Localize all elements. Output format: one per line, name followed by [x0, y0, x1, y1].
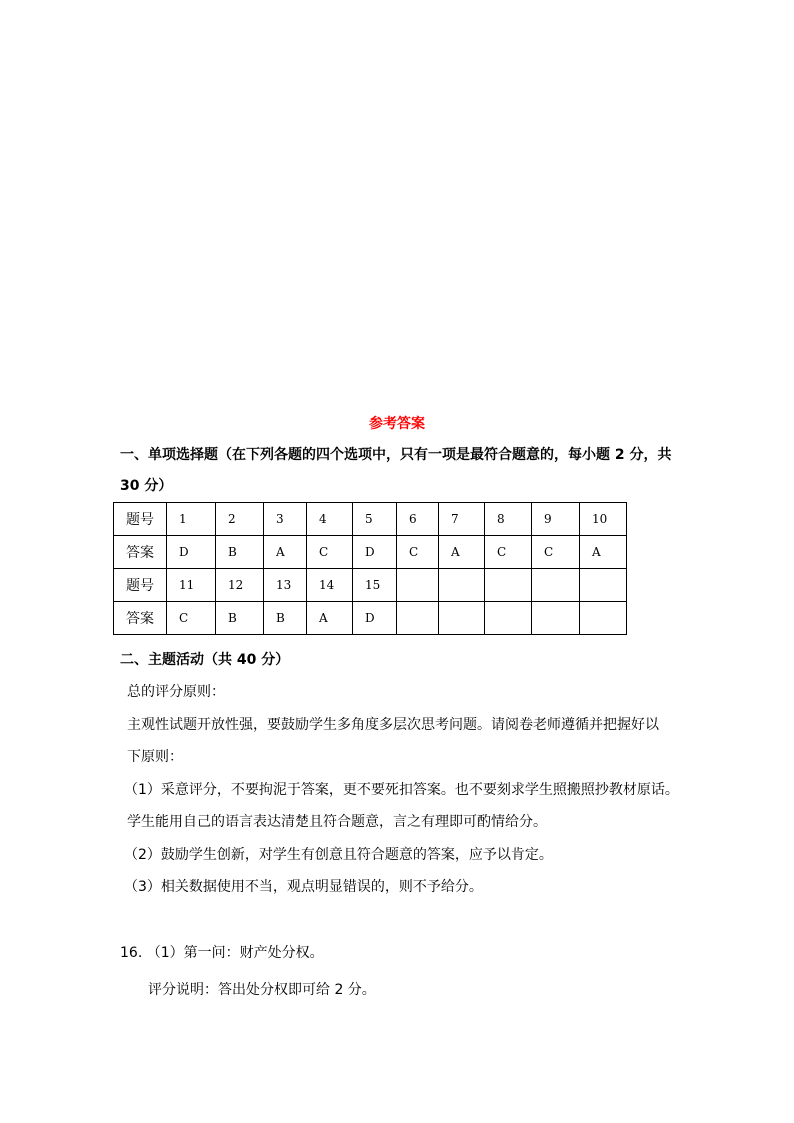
table-cell: D — [353, 536, 397, 569]
table-cell: 13 — [264, 569, 307, 602]
table-cell: 7 — [439, 503, 485, 536]
table-cell: C — [532, 536, 580, 569]
table-cell: B — [216, 602, 264, 635]
answer-table — [113, 502, 627, 635]
row-label: 题号 — [114, 503, 167, 536]
answer-key-title: 参考答案 — [369, 416, 425, 432]
table-cell — [439, 602, 485, 635]
table-cell: C — [307, 536, 353, 569]
table-cell: 14 — [307, 569, 353, 602]
section2-heading: 二、主题活动（共 40 分） — [120, 652, 290, 668]
table-cell: A — [264, 536, 307, 569]
table-row — [114, 602, 627, 635]
table-row — [114, 569, 627, 602]
principle-line: 学生能用自己的语言表达清楚且符合题意，言之有理即可酌情给分。 — [127, 814, 547, 830]
table-cell: C — [167, 602, 216, 635]
table-row — [114, 536, 627, 569]
table-cell — [532, 602, 580, 635]
table-cell: 11 — [167, 569, 216, 602]
table-cell — [397, 569, 439, 602]
table-cell — [485, 602, 532, 635]
q16-scoring-note: 评分说明：答出处分权即可给 2 分。 — [148, 982, 376, 998]
table-cell: 10 — [580, 503, 627, 536]
table-cell: B — [264, 602, 307, 635]
q16-answer: 16. （1）第一问：财产处分权。 — [120, 945, 324, 961]
table-cell: D — [167, 536, 216, 569]
table-cell: 15 — [353, 569, 397, 602]
table-cell: 2 — [216, 503, 264, 536]
principle-line: （2）鼓励学生创新，对学生有创意且符合题意的答案，应予以肯定。 — [124, 847, 553, 863]
principle-line: （1）采意评分，不要拘泥于答案，更不要死扣答案。也不要刻求学生照搬照抄教材原话。 — [124, 782, 679, 798]
table-row — [114, 503, 627, 536]
principle-line: 总的评分原则： — [127, 684, 225, 700]
table-cell — [580, 602, 627, 635]
table-cell: 12 — [216, 569, 264, 602]
row-label: 答案 — [114, 536, 167, 569]
principle-line: 下原则： — [127, 749, 183, 765]
table-cell: 1 — [167, 503, 216, 536]
table-cell: A — [307, 602, 353, 635]
table-cell: A — [580, 536, 627, 569]
table-cell: 8 — [485, 503, 532, 536]
principle-line: 主观性试题开放性强，要鼓励学生多角度多层次思考问题。请阅卷老师遵循并把握好以 — [127, 717, 659, 733]
section1-heading-cont: 30 分） — [120, 478, 173, 494]
table-cell: C — [485, 536, 532, 569]
table-cell — [580, 569, 627, 602]
table-cell: 6 — [397, 503, 439, 536]
section1-heading: 一、单项选择题（在下列各题的四个选项中，只有一项是最符合题意的，每小题 2 分，共 — [120, 447, 672, 463]
table-cell — [532, 569, 580, 602]
table-cell — [485, 569, 532, 602]
principle-line: （3）相关数据使用不当，观点明显错误的，则不予给分。 — [124, 879, 483, 895]
table-cell: C — [397, 536, 439, 569]
table-cell — [397, 602, 439, 635]
row-label: 题号 — [114, 569, 167, 602]
table-cell: 3 — [264, 503, 307, 536]
table-cell: B — [216, 536, 264, 569]
table-cell — [439, 569, 485, 602]
table-cell: 5 — [353, 503, 397, 536]
table-cell: A — [439, 536, 485, 569]
table-cell: D — [353, 602, 397, 635]
table-cell: 9 — [532, 503, 580, 536]
row-label: 答案 — [114, 602, 167, 635]
table-cell: 4 — [307, 503, 353, 536]
